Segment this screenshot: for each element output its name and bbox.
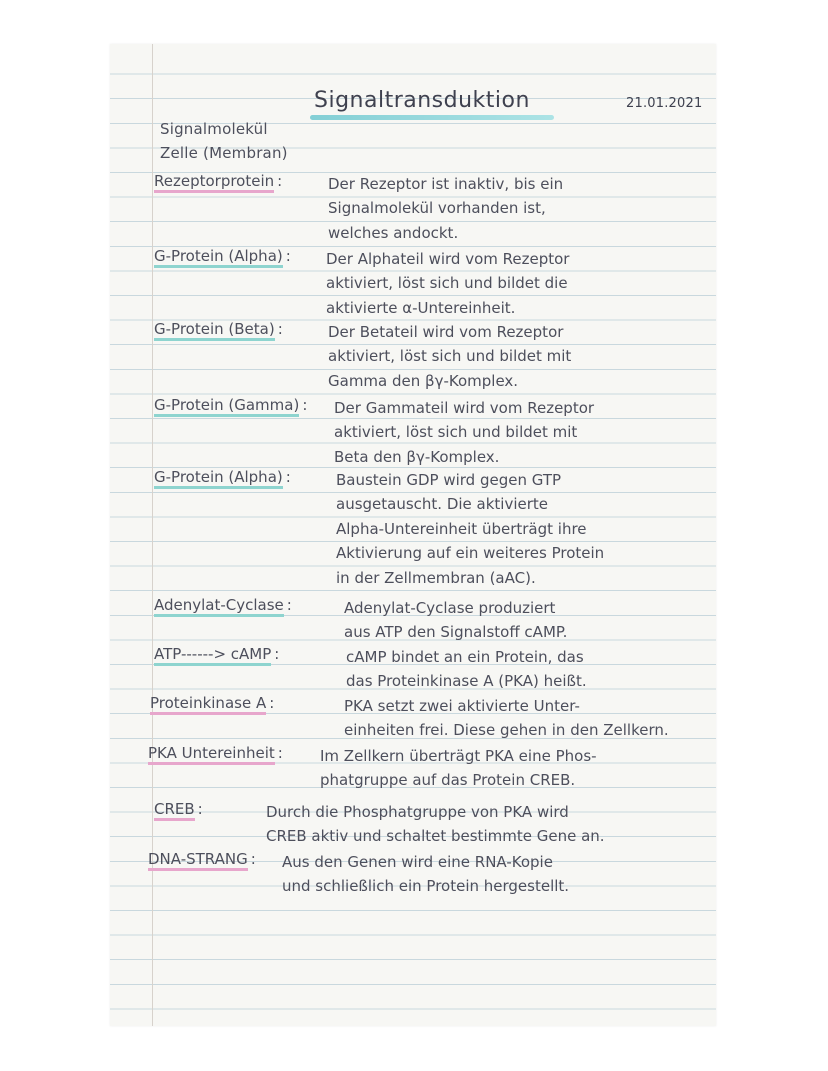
description-line: aktiviert, löst sich und bildet mit: [328, 347, 572, 366]
description-line: Aus den Genen wird eine RNA-Kopie: [282, 853, 553, 871]
description-line: aktiviert, löst sich und bildet die: [326, 274, 568, 293]
term-label: G-Protein (Beta): [154, 320, 275, 341]
description-line: aktiviert, löst sich und bildet mit: [334, 423, 578, 442]
description-line: und schließlich ein Protein hergestellt.: [282, 877, 570, 896]
term-atp-camp: ATP------> cAMP :: [154, 645, 279, 663]
description-line: Der Rezeptor ist inaktiv, bis ein: [328, 175, 564, 193]
term-proteinkinase-a: Proteinkinase A :: [150, 694, 274, 712]
description: [328, 172, 563, 245]
description-line: ausgetauscht. Die aktivierte: [336, 495, 549, 514]
term-label: DNA-STRANG: [148, 850, 248, 871]
date: 21.01.2021: [626, 96, 703, 111]
intro-line: Signalmolekül: [160, 120, 268, 138]
term-g-protein-beta: G-Protein (Beta) :: [154, 320, 283, 338]
description-line: das Proteinkinase A (PKA) heißt.: [346, 672, 587, 691]
description: [282, 850, 569, 899]
description-line: Gamma den βγ-Komplex.: [328, 371, 519, 390]
description-line: Beta den βγ-Komplex.: [334, 447, 500, 466]
intro-line: Zelle (Membran): [160, 144, 288, 162]
description: [336, 468, 604, 590]
term-label: Rezeptorprotein: [154, 172, 274, 193]
description-line: einheiten frei. Diese gehen in den Zellkern.: [344, 721, 669, 740]
description-line: Durch die Phosphatgruppe von PKA wird: [266, 803, 569, 821]
description-line: Baustein GDP wird gegen GTP: [336, 471, 562, 489]
term-creb: CREB :: [154, 800, 203, 818]
term-rezeptorprotein: Rezeptorprotein :: [154, 172, 282, 190]
page-title: Signaltransduktion: [314, 88, 530, 113]
term-dna-strang: DNA-STRANG :: [148, 850, 256, 868]
description: [346, 645, 587, 694]
description-line: aus ATP den Signalstoff cAMP.: [344, 623, 568, 642]
description-line: welches andockt.: [328, 223, 459, 242]
description-line: aktivierte α-Untereinheit.: [326, 298, 516, 317]
description-line: Der Gammateil wird vom Rezeptor: [334, 399, 595, 417]
description-line: Signalmolekül vorhanden ist,: [328, 199, 546, 218]
description: [344, 596, 567, 645]
term-pka-untereinheit: PKA Untereinheit :: [148, 744, 283, 762]
term-g-protein-gamma: G-Protein (Gamma) :: [154, 396, 307, 414]
term-label: Adenylat-Cyclase: [154, 596, 284, 617]
title-underline: [310, 115, 554, 120]
term-adenylat-cyclase: Adenylat-Cyclase :: [154, 596, 292, 614]
description-line: in der Zellmembran (aAC).: [336, 568, 536, 587]
description-line: Im Zellkern überträgt PKA eine Phos-: [320, 747, 597, 765]
description: [266, 800, 605, 849]
description-line: Der Betateil wird vom Rezeptor: [328, 323, 564, 341]
description-line: Der Alphateil wird vom Rezeptor: [326, 250, 570, 268]
description: [320, 744, 597, 793]
term-label: CREB: [154, 800, 195, 821]
term-g-protein-alpha-2: G-Protein (Alpha) :: [154, 468, 291, 486]
description: [344, 694, 669, 743]
description-line: Adenylat-Cyclase produziert: [344, 599, 556, 617]
description: [334, 396, 594, 469]
description-line: Alpha-Untereinheit überträgt ihre: [336, 519, 587, 538]
term-label: Proteinkinase A: [150, 694, 266, 715]
description-line: CREB aktiv und schaltet bestimmte Gene an.: [266, 827, 605, 846]
description-line: Aktivierung auf ein weiteres Protein: [336, 544, 605, 563]
description-line: cAMP bindet an ein Protein, das: [346, 648, 584, 666]
term-label: ATP------> cAMP: [154, 645, 271, 666]
term-label: G-Protein (Alpha): [154, 468, 283, 489]
description-line: PKA setzt zwei aktivierte Unter-: [344, 697, 580, 715]
term-label: G-Protein (Alpha): [154, 247, 283, 268]
term-g-protein-alpha: G-Protein (Alpha) :: [154, 247, 291, 265]
description-line: phatgruppe auf das Protein CREB.: [320, 771, 576, 790]
description: [328, 320, 571, 393]
term-label: G-Protein (Gamma): [154, 396, 299, 417]
term-label: PKA Untereinheit: [148, 744, 275, 765]
description: [326, 247, 569, 320]
